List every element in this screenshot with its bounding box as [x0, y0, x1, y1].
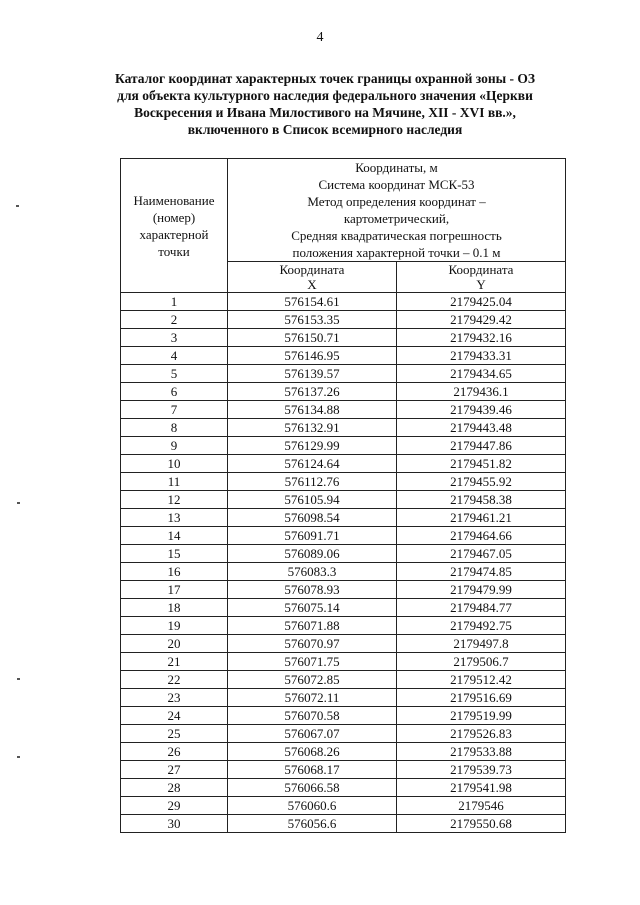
- point-number-cell: 15: [121, 545, 228, 563]
- y-coordinate-cell: 2179546: [397, 797, 566, 815]
- point-number-cell: 29: [121, 797, 228, 815]
- table-row: [121, 707, 566, 725]
- scan-mark: [16, 205, 19, 207]
- point-number-cell: 23: [121, 689, 228, 707]
- x-coordinate-cell: 576078.93: [228, 581, 397, 599]
- x-coordinate-cell: 576068.26: [228, 743, 397, 761]
- x-coordinate-cell: 576153.35: [228, 311, 397, 329]
- x-coordinate-cell: 576089.06: [228, 545, 397, 563]
- point-number-cell: 17: [121, 581, 228, 599]
- x-coordinate-cell: 576056.6: [228, 815, 397, 833]
- y-coordinate-cell: 2179526.83: [397, 725, 566, 743]
- x-coordinate-cell: 576075.14: [228, 599, 397, 617]
- header-line: картометрический,: [343, 211, 450, 226]
- y-coordinate-cell: 2179436.1: [397, 383, 566, 401]
- y-coordinate-cell: 2179461.21: [397, 509, 566, 527]
- point-number-cell: 18: [121, 599, 228, 617]
- y-coordinate-cell: 2179434.65: [397, 365, 566, 383]
- point-number-cell: 2: [121, 311, 228, 329]
- y-coordinate-cell: 2179439.46: [397, 401, 566, 419]
- point-name-header: [121, 159, 228, 293]
- scan-mark: [17, 756, 20, 758]
- header-line: точки: [158, 243, 190, 259]
- header-line: Y: [476, 277, 486, 292]
- title-line: для объекта культурного наследия федерального значения «Церкви: [117, 88, 533, 103]
- title-line: Воскресения и Ивана Милостивого на Мячине, XII - XVI вв.»,: [134, 105, 516, 120]
- x-coordinate-cell: 576072.11: [228, 689, 397, 707]
- point-number-cell: 12: [121, 491, 228, 509]
- y-coordinate-cell: 2179539.73: [397, 761, 566, 779]
- y-coordinate-cell: 2179467.05: [397, 545, 566, 563]
- point-number-cell: 16: [121, 563, 228, 581]
- point-number-cell: 22: [121, 671, 228, 689]
- header-line: Система координат МСК-53: [318, 177, 475, 192]
- title-line: Каталог координат характерных точек границы охранной зоны - ОЗ: [114, 71, 536, 86]
- point-number-cell: 27: [121, 761, 228, 779]
- table-row: [121, 383, 566, 401]
- header-line: X: [307, 277, 317, 292]
- y-coordinate-cell: 2179464.66: [397, 527, 566, 545]
- table-row: [121, 599, 566, 617]
- header-line: Координаты, м: [355, 160, 438, 175]
- coordinates-table: [120, 158, 566, 833]
- x-coordinate-cell: 576068.17: [228, 761, 397, 779]
- x-coordinate-cell: 576070.97: [228, 635, 397, 653]
- table-row: [121, 365, 566, 383]
- y-coordinate-cell: 2179506.7: [397, 653, 566, 671]
- point-number-cell: 5: [121, 365, 228, 383]
- x-coordinate-cell: 576091.71: [228, 527, 397, 545]
- header-line: Средняя квадратическая погрешность: [291, 228, 502, 243]
- x-coordinate-cell: 576072.85: [228, 671, 397, 689]
- y-coordinate-cell: 2179497.8: [397, 635, 566, 653]
- x-coordinate-cell: 576083.3: [228, 563, 397, 581]
- point-number-cell: 21: [121, 653, 228, 671]
- x-coordinate-cell: 576105.94: [228, 491, 397, 509]
- point-number-cell: 19: [121, 617, 228, 635]
- y-coordinate-cell: 2179533.88: [397, 743, 566, 761]
- table-row: [121, 329, 566, 347]
- table-row: [121, 743, 566, 761]
- y-coordinate-cell: 2179432.16: [397, 329, 566, 347]
- table-row: [121, 779, 566, 797]
- point-number-cell: 13: [121, 509, 228, 527]
- x-coordinate-cell: 576060.6: [228, 797, 397, 815]
- table-row: [121, 581, 566, 599]
- table-row: [121, 491, 566, 509]
- x-coordinate-cell: 576098.54: [228, 509, 397, 527]
- y-coordinate-cell: 2179516.69: [397, 689, 566, 707]
- table-row: [121, 527, 566, 545]
- page-number: 4: [316, 30, 324, 45]
- table-row: [121, 401, 566, 419]
- y-coordinate-cell: 2179425.04: [397, 293, 566, 311]
- point-number-cell: 1: [121, 293, 228, 311]
- table-row: [121, 455, 566, 473]
- y-coordinate-cell: 2179474.85: [397, 563, 566, 581]
- y-coordinate-cell: 2179484.77: [397, 599, 566, 617]
- point-number-cell: 28: [121, 779, 228, 797]
- point-number-cell: 14: [121, 527, 228, 545]
- table-row: [121, 653, 566, 671]
- table-row: [121, 761, 566, 779]
- y-coordinate-cell: 2179455.92: [397, 473, 566, 491]
- table-row: [121, 725, 566, 743]
- x-coordinate-cell: 576137.26: [228, 383, 397, 401]
- table-row: [121, 797, 566, 815]
- header-line: положения характерной точки – 0.1 м: [292, 245, 501, 260]
- table-row: [121, 437, 566, 455]
- x-coordinate-cell: 576071.88: [228, 617, 397, 635]
- point-number-cell: 24: [121, 707, 228, 725]
- x-coordinate-cell: 576124.64: [228, 455, 397, 473]
- x-coordinate-cell: 576132.91: [228, 419, 397, 437]
- table-row: [121, 689, 566, 707]
- coordinates-table-body: [121, 293, 566, 833]
- point-number-cell: 11: [121, 473, 228, 491]
- table-row: [121, 509, 566, 527]
- y-coordinate-cell: 2179512.42: [397, 671, 566, 689]
- point-number-cell: 10: [121, 455, 228, 473]
- table-row: [121, 617, 566, 635]
- title-line: включенного в Список всемирного наследия: [187, 122, 463, 137]
- table-row: [121, 635, 566, 653]
- table-row: [121, 293, 566, 311]
- scan-mark: [17, 502, 20, 504]
- y-coordinate-cell: 2179479.99: [397, 581, 566, 599]
- table-row: [121, 311, 566, 329]
- point-number-cell: 6: [121, 383, 228, 401]
- table-row: [121, 815, 566, 833]
- point-number-cell: 20: [121, 635, 228, 653]
- x-coordinate-cell: 576129.99: [228, 437, 397, 455]
- y-coordinate-cell: 2179451.82: [397, 455, 566, 473]
- table-row: [121, 473, 566, 491]
- x-coordinate-cell: 576139.57: [228, 365, 397, 383]
- x-coordinate-cell: 576070.58: [228, 707, 397, 725]
- x-coordinate-cell: 576154.61: [228, 293, 397, 311]
- y-coordinate-cell: 2179550.68: [397, 815, 566, 833]
- x-coordinate-cell: 576067.07: [228, 725, 397, 743]
- coordinates-header: [228, 159, 566, 262]
- x-coordinate-cell: 576112.76: [228, 473, 397, 491]
- point-number-cell: 4: [121, 347, 228, 365]
- y-coordinate-header: [397, 262, 566, 293]
- y-coordinate-cell: 2179447.86: [397, 437, 566, 455]
- header-line: Наименование: [133, 192, 215, 208]
- y-coordinate-cell: 2179429.42: [397, 311, 566, 329]
- table-row: [121, 347, 566, 365]
- x-coordinate-cell: 576134.88: [228, 401, 397, 419]
- table-row: [121, 563, 566, 581]
- table-row: [121, 419, 566, 437]
- y-coordinate-cell: 2179519.99: [397, 707, 566, 725]
- point-number-cell: 9: [121, 437, 228, 455]
- y-coordinate-cell: 2179458.38: [397, 491, 566, 509]
- point-number-cell: 30: [121, 815, 228, 833]
- y-coordinate-cell: 2179433.31: [397, 347, 566, 365]
- x-coordinate-header: [228, 262, 397, 293]
- document-title: [95, 70, 555, 138]
- x-coordinate-cell: 576150.71: [228, 329, 397, 347]
- point-number-cell: 8: [121, 419, 228, 437]
- x-coordinate-cell: 576146.95: [228, 347, 397, 365]
- table-row: [121, 671, 566, 689]
- header-line: Координата: [279, 262, 345, 277]
- point-number-cell: 25: [121, 725, 228, 743]
- scan-mark: [17, 678, 20, 680]
- x-coordinate-cell: 576066.58: [228, 779, 397, 797]
- point-number-cell: 3: [121, 329, 228, 347]
- header-line: Координата: [448, 262, 514, 277]
- header-line: характерной: [139, 226, 209, 242]
- header-line: Метод определения координат –: [307, 194, 486, 209]
- table-row: [121, 545, 566, 563]
- y-coordinate-cell: 2179492.75: [397, 617, 566, 635]
- y-coordinate-cell: 2179541.98: [397, 779, 566, 797]
- x-coordinate-cell: 576071.75: [228, 653, 397, 671]
- point-number-cell: 7: [121, 401, 228, 419]
- header-line: (номер): [152, 209, 196, 225]
- y-coordinate-cell: 2179443.48: [397, 419, 566, 437]
- point-number-cell: 26: [121, 743, 228, 761]
